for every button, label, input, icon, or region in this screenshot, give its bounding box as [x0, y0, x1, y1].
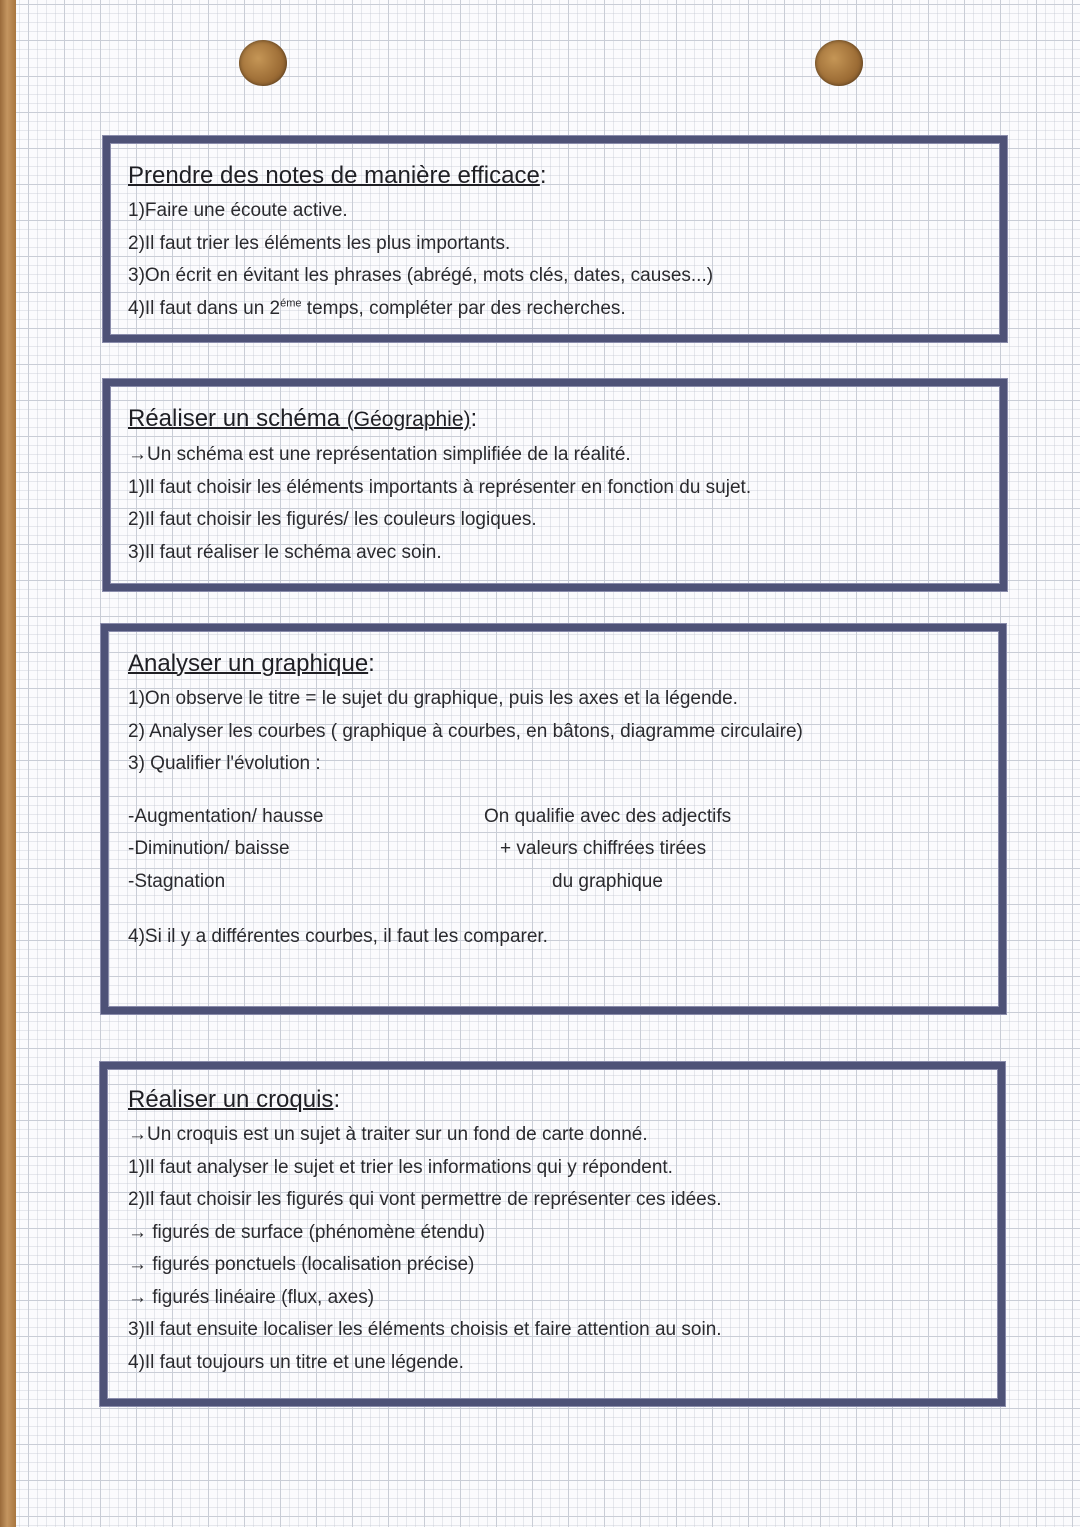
list-item-text: temps, compléter par des recherches.: [301, 297, 626, 319]
evolution-term: -Diminution/ baisse: [128, 838, 290, 859]
superscript: éme: [280, 297, 302, 310]
title-colon: :: [368, 650, 375, 677]
evolution-terms: [128, 801, 323, 899]
punch-hole-left: [239, 40, 287, 86]
section-title-text: Prendre des notes de manière efficace: [128, 162, 540, 189]
list-item: 1)On observe le titre = le sujet du graphique, puis les axes et la légende.: [128, 688, 738, 709]
qualifier-note: [484, 801, 731, 899]
section-graph-analysis: [101, 624, 1006, 1014]
title-colon: :: [539, 162, 547, 189]
list-item: 2)Il faut choisir les figurés qui vont permettre de représenter ces idées.: [128, 1189, 722, 1210]
section-title: [128, 649, 999, 679]
list-item: 2)Il faut choisir les figurés/ les couleurs logiques.: [128, 509, 537, 530]
list-item: 1)Faire une écoute active.: [128, 200, 348, 221]
title-colon: :: [333, 1086, 341, 1113]
list-item: 3)Il faut réaliser le schéma avec soin.: [128, 541, 442, 563]
evolution-columns: [128, 801, 999, 901]
section-title-text: Analyser un graphique: [128, 650, 369, 677]
list-item: 4)Il faut toujours un titre et une légende.: [128, 1351, 464, 1373]
evolution-term: -Stagnation: [128, 870, 226, 892]
section-title: [128, 161, 1000, 191]
section-title-text: Réaliser un schéma: [128, 405, 341, 432]
list-item: →Un croquis est un sujet à traiter sur un fond de carte donné.: [128, 1124, 648, 1145]
list-item: 4)Si il y a différentes courbes, il faut les comparer.: [128, 925, 548, 947]
section-schema: [103, 379, 1007, 591]
list-item: [128, 293, 1000, 326]
list-item: 2)Il faut trier les éléments les plus importants.: [128, 232, 511, 254]
list-item: 1)Il faut analyser le sujet et trier les informations qui y répondent.: [128, 1156, 673, 1178]
list-item: → figurés linéaire (flux, axes): [128, 1286, 375, 1308]
list-item: 2) Analyser les courbes ( graphique à courbes, en bâtons, diagramme circulaire): [128, 720, 803, 742]
qualifier-line: On qualifie avec des adjectifs: [484, 805, 732, 827]
punch-hole-right: [815, 40, 863, 86]
list-item: 3) Qualifier l'évolution :: [128, 753, 321, 774]
list-item: → figurés ponctuels (localisation précise): [128, 1254, 475, 1275]
section-title-qualifier: (Géographie): [346, 408, 471, 431]
qualifier-line: du graphique: [552, 870, 663, 892]
list-item: 3)Il faut ensuite localiser les éléments choisis et faire attention au soin.: [128, 1319, 722, 1340]
section-croquis: [100, 1062, 1005, 1406]
list-item: →Un schéma est une représentation simplifiée de la réalité.: [128, 444, 631, 465]
title-colon: :: [470, 405, 478, 432]
list-item: → figurés de surface (phénomène étendu): [128, 1221, 485, 1243]
list-item: 1)Il faut choisir les éléments importants à représenter en fonction du sujet.: [128, 476, 752, 498]
section-title: [128, 1085, 998, 1115]
section-note-taking: [103, 136, 1007, 342]
list-item-text: 4)Il faut dans un 2: [128, 297, 281, 319]
section-title: [128, 404, 1000, 435]
grid-paper-sheet: [16, 0, 1080, 1527]
evolution-term: -Augmentation/ hausse: [128, 805, 324, 827]
qualifier-line: + valeurs chiffrées tirées: [500, 838, 707, 859]
list-item: 3)On écrit en évitant les phrases (abrégé, mots clés, dates, causes...): [128, 265, 714, 286]
section-title-text: Réaliser un croquis: [128, 1086, 334, 1113]
desk-background: [0, 0, 16, 1527]
